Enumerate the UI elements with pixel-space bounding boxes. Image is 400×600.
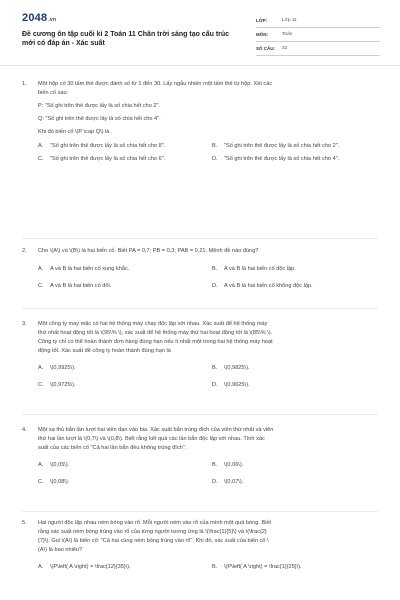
question-2 (22, 247, 382, 291)
option-letter: D. (212, 479, 218, 485)
question-line: thứ hai lần lượt là \(0,7\) và \(0,8\). Biết rằng kết quả các lần bắn độc lập với nhau. Tính xác (38, 436, 265, 442)
answer-options (38, 364, 382, 390)
answer-option-b[interactable] (212, 563, 386, 572)
logo-domain: .vn (48, 17, 57, 23)
question-divider (22, 238, 378, 239)
option-text: \(0,9625\). (224, 382, 250, 388)
question-number: 1. (22, 81, 27, 87)
option-letter: D. (212, 382, 218, 388)
answer-option-a[interactable] (38, 265, 212, 274)
document-meta (256, 14, 380, 56)
answer-options (38, 142, 382, 164)
meta-label: LỚP: (256, 18, 268, 23)
option-letter: A. (38, 365, 44, 371)
option-letter: A. (38, 266, 44, 272)
option-text: \(0,9725\). (50, 382, 76, 388)
answer-options (38, 461, 382, 487)
answer-option-a[interactable] (38, 364, 212, 373)
meta-value: Toán (282, 32, 293, 37)
answer-option-a[interactable] (38, 563, 212, 572)
question-5 (22, 519, 382, 572)
answer-option-d[interactable] (212, 282, 386, 291)
option-text: \(0,9825\). (224, 365, 250, 371)
option-letter: A. (38, 143, 44, 149)
question-line: Cho \(A\) và \(B\) là hai biến cố. Biết PA = 0,7; PB = 0,3; PAB = 0,21. Mệnh đề nào đúng? (38, 248, 259, 254)
question-line: P: "Số ghi trên thẻ được lấy là số chia hết cho 2". (38, 103, 161, 109)
question-line: Q: "Số ghi trên thẻ được lấy là số chia hết cho 4". (38, 116, 161, 122)
meta-row-subject (256, 28, 380, 42)
answer-option-b[interactable] (212, 461, 386, 470)
option-text: \(0,9925\). (50, 365, 76, 371)
question-line: thứ nhất hoạt động tốt là \(95\% \), xác suất để hệ thống máy thứ hai hoạt động tốt là \(85\% \). (38, 330, 273, 336)
meta-row-count (256, 42, 380, 56)
answer-option-c[interactable] (38, 282, 212, 291)
meta-row-class (256, 14, 380, 28)
page-header (0, 0, 400, 58)
answer-option-d[interactable] (212, 478, 386, 487)
answer-option-d[interactable] (212, 155, 386, 164)
option-text: A và B là hai biến cố xung khắc. (50, 266, 130, 272)
question-3 (22, 320, 382, 390)
question-text (38, 320, 382, 356)
option-letter: B. (212, 564, 218, 570)
meta-value: Lớp 11 (282, 18, 297, 23)
site-logo[interactable] (22, 12, 56, 24)
option-text: \(0,05\). (50, 462, 70, 468)
option-text: \(0,06\). (224, 462, 244, 468)
question-4 (22, 426, 382, 487)
answer-options (38, 563, 382, 572)
option-text: "Số ghi trên thẻ được lấy là số chia hết cho 2". (224, 143, 340, 149)
question-number: 3. (22, 321, 27, 327)
answer-option-c[interactable] (38, 478, 212, 487)
question-1 (22, 80, 382, 164)
question-line: rằng xác suất ném bóng trúng vào rổ của từng người tương ứng là \(\frac{1}{5}\) và \(\frac{2} (38, 529, 267, 535)
answer-option-b[interactable] (212, 142, 386, 151)
option-text: \(P\left( A \right) = \frac{1}{25}\). (224, 564, 302, 570)
answer-option-b[interactable] (212, 265, 386, 274)
question-divider (22, 308, 378, 309)
meta-label: MÔN: (256, 32, 268, 37)
answer-option-c[interactable] (38, 155, 212, 164)
option-letter: C. (38, 156, 44, 162)
question-line: Công ty chỉ có thể hoàn thành đơn hàng đúng hạn nếu ít nhất một trong hai hệ thống máy hoạt (38, 339, 273, 345)
question-line: Một công ty may mặc có hai hệ thống máy chạy độc lập với nhau. Xác suất để hệ thống máy (38, 321, 268, 327)
option-text: A và B là hai biến cố đối. (50, 283, 112, 289)
header-divider (0, 65, 400, 66)
answer-option-b[interactable] (212, 364, 386, 373)
answer-options (38, 265, 382, 291)
option-text: A và B là hai biến cố không độc lập. (224, 283, 313, 289)
answer-option-a[interactable] (38, 142, 212, 151)
option-text: \(0,07\). (224, 479, 244, 485)
option-text: A và B là hai biến cố độc lập. (224, 266, 296, 272)
question-line: Khi đó biến cố \(P \cap Q\) là (38, 129, 110, 135)
question-text (38, 519, 382, 555)
question-line: động tốt. Xác suất để công ty hoàn thành đúng hạn là (38, 348, 171, 354)
option-letter: B. (212, 143, 218, 149)
question-number: 4. (22, 427, 27, 433)
option-text: "Số ghi trên thẻ được lấy là số chia hết cho 6". (50, 156, 166, 162)
logo-main: 2048 (22, 12, 48, 24)
option-text: "Số ghi trên thẻ được lấy là số chia hết cho 4". (224, 156, 340, 162)
question-text (38, 426, 382, 453)
question-line: {7}\). Gọi \(A\) là biến cố: "Cả hai cùng ném bóng trúng vào rổ". Khi đó, xác suất của biến cố \ (38, 538, 269, 544)
question-line: Một hộp có 30 tấm thẻ được đánh số từ 1 đến 30. Lấy ngẫu nhiên một tấm thẻ từ hộp. Xét các (38, 81, 273, 87)
option-letter: D. (212, 283, 218, 289)
answer-option-c[interactable] (38, 381, 212, 390)
question-text (38, 80, 382, 137)
option-letter: B. (212, 462, 218, 468)
question-line: Một xạ thủ bắn lần lượt hai viên đạn vào bia. Xác suất bắn trúng đích của viên thứ nhất và viên (38, 427, 274, 433)
question-line: suất của các biến cố "Cả hai lần bắn đều không trúng đích". (38, 445, 187, 451)
answer-option-d[interactable] (212, 381, 386, 390)
question-line: (A\) là bao nhiêu? (38, 547, 83, 553)
question-line: Hai người độc lập nhau ném bóng vào rổ. Mỗi người ném vào rổ của mình một quả bóng. Biết (38, 520, 272, 526)
option-letter: C. (38, 382, 44, 388)
document-title: Đề cương ôn tập cuối kì 2 Toán 11 Chân trời sáng tạo cấu trúc mới có đáp án - Xác suất (22, 31, 230, 47)
option-text: \(0,08\). (50, 479, 70, 485)
option-letter: C. (38, 283, 44, 289)
option-letter: A. (38, 462, 44, 468)
question-number: 2. (22, 248, 27, 254)
question-number: 5. (22, 520, 27, 526)
option-text: "Số ghi trên thẻ được lấy là số chia hết cho 8". (50, 143, 166, 149)
option-letter: B. (212, 266, 218, 272)
option-letter: C. (38, 479, 44, 485)
question-line: biến cố sau: (38, 90, 69, 96)
question-text (38, 247, 382, 256)
option-letter: B. (212, 365, 218, 371)
answer-option-a[interactable] (38, 461, 212, 470)
meta-value: 32 (282, 46, 288, 51)
question-divider (22, 414, 378, 415)
option-letter: A. (38, 564, 44, 570)
option-letter: D. (212, 156, 218, 162)
option-text: \(P\left( A \right) = \frac{12}{35}\). (50, 564, 131, 570)
question-divider (22, 511, 378, 512)
meta-label: SỐ CÂU: (256, 46, 275, 51)
